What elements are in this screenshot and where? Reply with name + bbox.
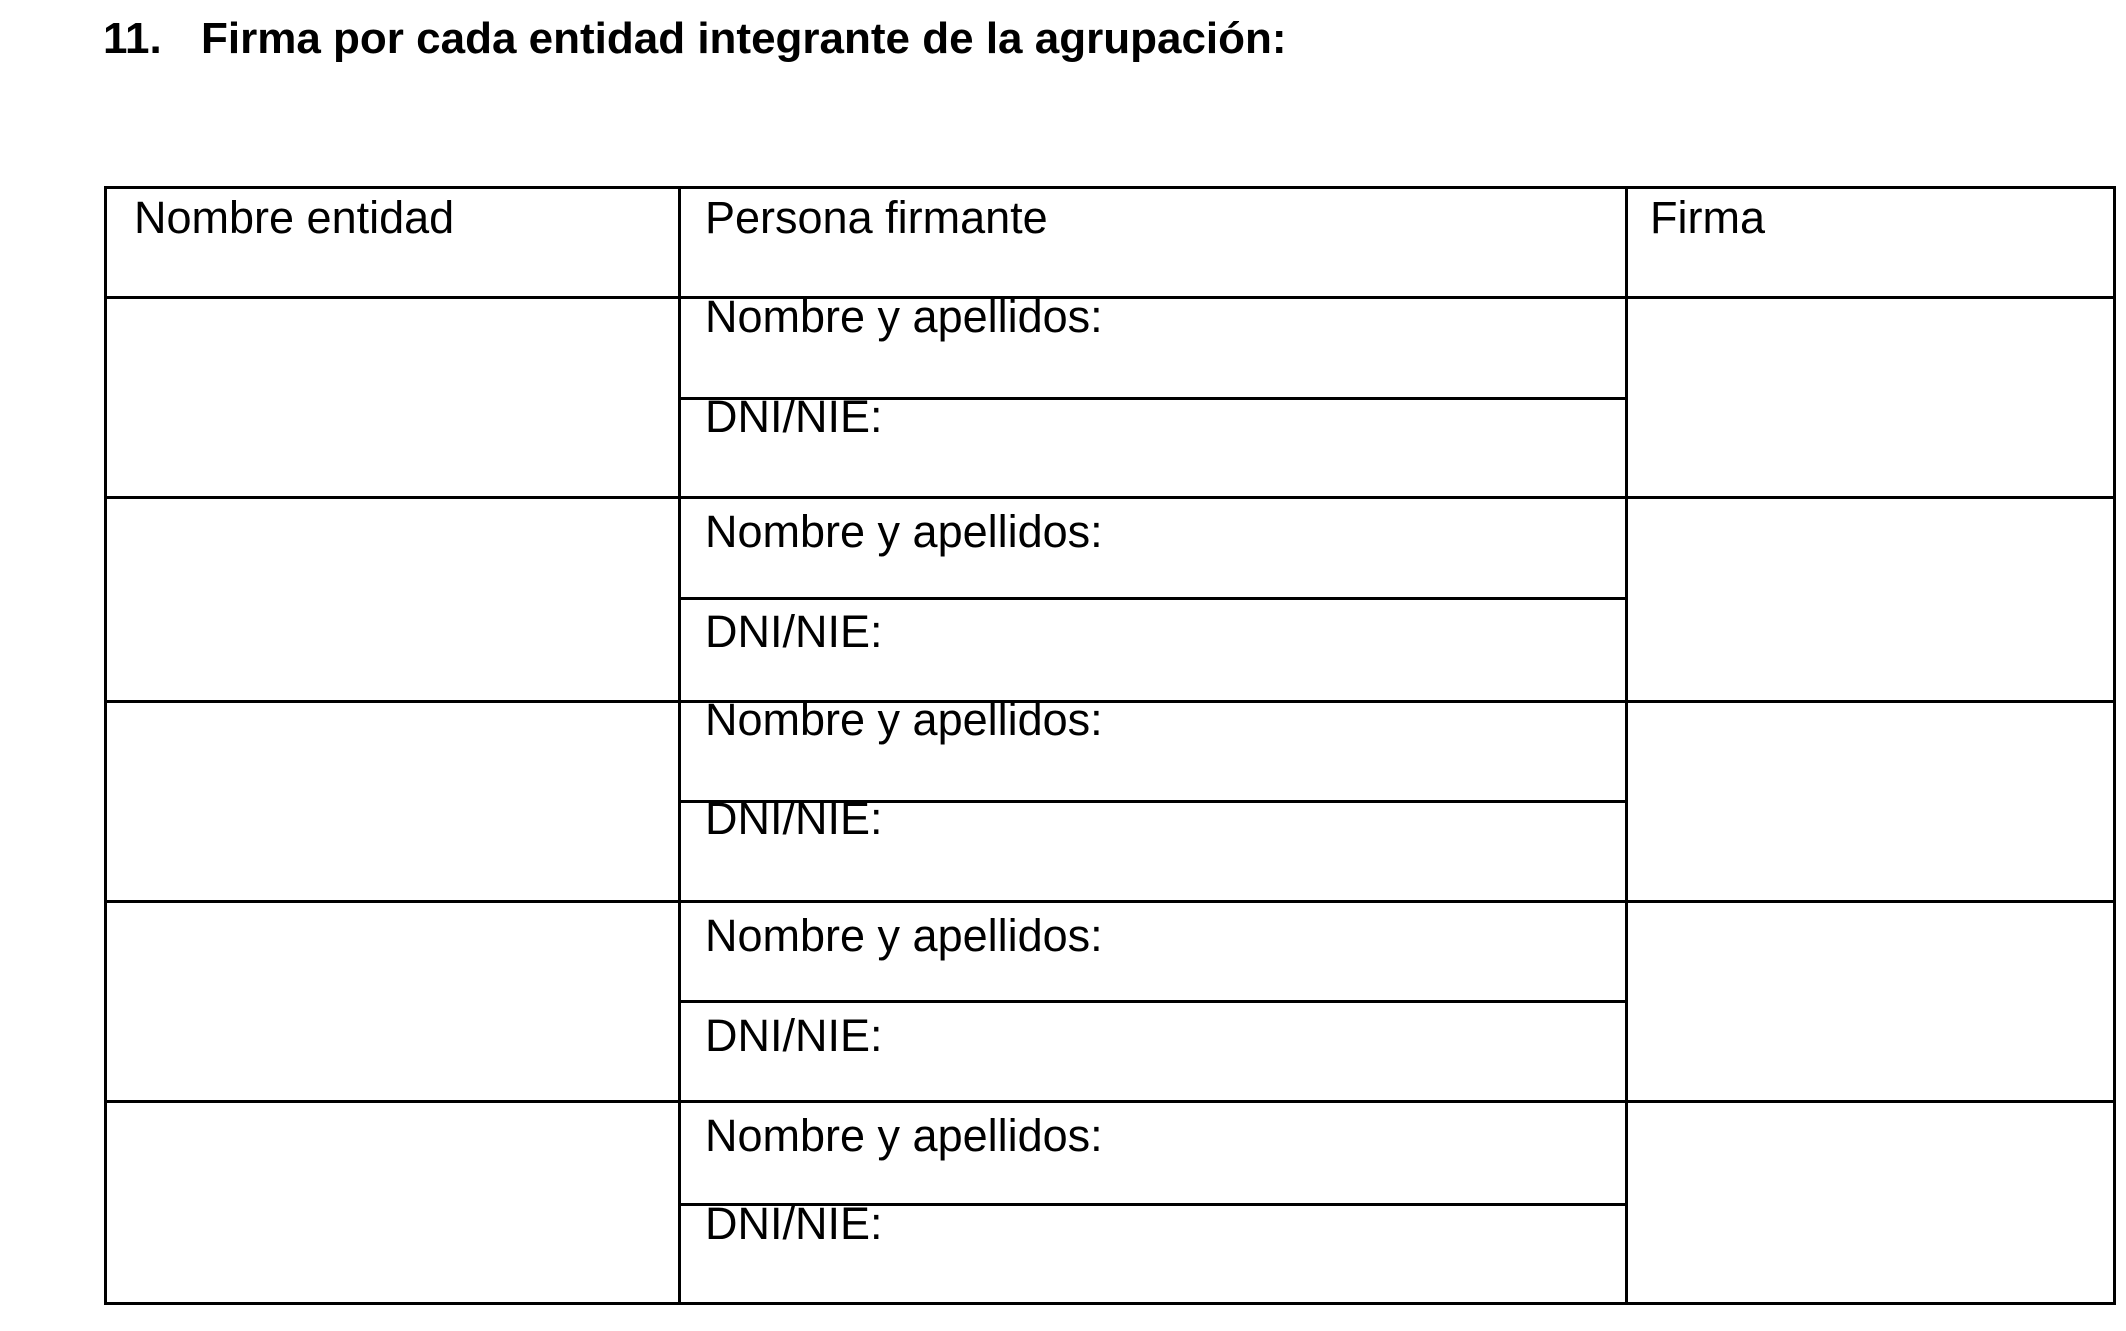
- signer-id-label: DNI/NIE:: [705, 391, 883, 442]
- section-heading: [103, 14, 1287, 64]
- signature-cell[interactable]: [1628, 1103, 2113, 1302]
- signer-id-label: DNI/NIE:: [705, 1010, 883, 1061]
- section-title: Firma por cada entidad integrante de la agrupación:: [201, 14, 1287, 63]
- section-number: 11.: [103, 14, 162, 63]
- signer-name-label: Nombre y apellidos:: [705, 506, 1103, 557]
- entity-name-cell[interactable]: [110, 299, 678, 496]
- signer-name-label: Nombre y apellidos:: [705, 291, 1103, 342]
- signer-name-label: Nombre y apellidos:: [705, 910, 1103, 961]
- signer-id-label: DNI/NIE:: [705, 793, 883, 844]
- signer-name-label: Nombre y apellidos:: [705, 694, 1103, 745]
- signer-id-label: DNI/NIE:: [705, 1198, 883, 1249]
- signature-cell[interactable]: [1628, 299, 2113, 496]
- column-divider: [678, 189, 681, 1302]
- signer-subdivider: [678, 1000, 1628, 1003]
- signer-subdivider: [678, 597, 1628, 600]
- signer-name-label: Nombre y apellidos:: [705, 1110, 1103, 1161]
- header-signature: Firma: [1650, 192, 1765, 243]
- signer-id-label: DNI/NIE:: [705, 606, 883, 657]
- header-signer: Persona firmante: [705, 192, 1048, 243]
- signature-cell[interactable]: [1628, 703, 2113, 900]
- entity-name-cell[interactable]: [110, 703, 678, 900]
- entity-name-cell[interactable]: [110, 499, 678, 700]
- entity-name-cell[interactable]: [110, 903, 678, 1100]
- signature-cell[interactable]: [1628, 903, 2113, 1100]
- signature-cell[interactable]: [1628, 499, 2113, 700]
- header-entity-name: Nombre entidad: [134, 192, 455, 243]
- entity-name-cell[interactable]: [110, 1103, 678, 1302]
- signature-table: [104, 186, 2116, 1305]
